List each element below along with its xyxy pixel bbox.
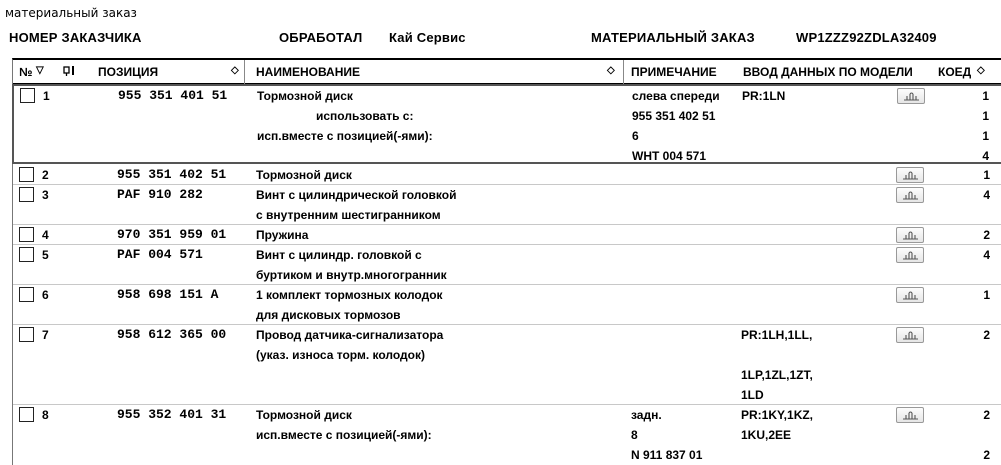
row-number: 5 — [42, 248, 49, 262]
col-header-model-input[interactable]: ВВОД ДАННЫХ ПО МОДЕЛИ — [743, 65, 913, 79]
model-input-button[interactable] — [896, 247, 924, 263]
col-divider[interactable] — [623, 60, 624, 84]
table-row[interactable] — [13, 225, 1001, 245]
part-name-cont: буртиком и внутр.многогранник — [256, 268, 447, 282]
window-titlebar — [0, 0, 1001, 26]
row-checkbox[interactable] — [19, 247, 34, 262]
hand-icon — [902, 410, 920, 421]
part-name: 1 комплект тормозных колодок — [256, 288, 443, 302]
row-checkbox[interactable] — [19, 327, 34, 342]
part-qty: 1 — [982, 89, 989, 103]
hand-icon — [902, 290, 920, 301]
model-data: PR:1LH,1LL, — [741, 328, 813, 342]
sub-note: 8 — [631, 428, 638, 442]
customer-number-label: НОМЕР ЗАКАЗЧИКА — [9, 30, 142, 45]
order-number-value: WP1ZZZ92ZDLA32409 — [796, 30, 937, 45]
part-qty: 4 — [983, 248, 990, 262]
part-note: задн. — [631, 408, 662, 422]
model-input-button[interactable] — [896, 167, 924, 183]
sub-label: исп.вместе с позицией(-ями): — [257, 129, 433, 143]
model-data-cont: 1KU,2EE — [741, 428, 792, 442]
row-checkbox[interactable] — [19, 167, 34, 182]
part-qty: 2 — [983, 328, 990, 342]
hand-icon — [902, 190, 920, 201]
sub-note: WHT 004 571 — [632, 149, 707, 163]
part-name: Тормозной диск — [256, 408, 352, 422]
sub-label: исп.вместе с позицией(-ями): — [256, 428, 432, 442]
model-input-button[interactable] — [896, 287, 924, 303]
part-qty: 1 — [983, 288, 990, 302]
row-number: 6 — [42, 288, 49, 302]
hand-icon — [902, 250, 920, 261]
sort-icon[interactable]: ◇ — [977, 65, 985, 76]
sub-qty: 1 — [982, 109, 989, 123]
processed-by-value: Кай Сервис — [389, 30, 466, 45]
part-name: Провод датчика-сигнализатора — [256, 328, 444, 342]
row-checkbox[interactable] — [19, 227, 34, 242]
col-header-position[interactable]: ПОЗИЦИЯ — [98, 65, 159, 79]
part-name: Пружина — [256, 228, 309, 242]
sort-icon[interactable]: ◇ — [607, 65, 615, 76]
sub-qty: 2 — [983, 448, 990, 462]
row-checkbox[interactable] — [19, 407, 34, 422]
part-name: Винт с цилиндр. головкой с — [256, 248, 422, 262]
part-position: 955 351 401 51 — [118, 88, 228, 103]
sub-note: N 911 837 01 — [631, 448, 703, 462]
table-header — [13, 60, 1001, 84]
part-position: 958 698 151 A — [117, 287, 219, 302]
part-name-cont: для дисковых тормозов — [256, 308, 401, 322]
part-position: 955 352 401 31 — [117, 407, 227, 422]
table-row[interactable] — [13, 245, 1001, 285]
table-row[interactable] — [13, 165, 1001, 185]
col-header-note[interactable]: ПРИМЕЧАНИЕ — [631, 65, 717, 79]
model-input-button[interactable] — [896, 407, 924, 423]
col-header-qty[interactable]: КОЕД — [938, 65, 972, 79]
pin-icon — [63, 65, 77, 77]
part-note: слева спереди — [632, 89, 720, 103]
table-row[interactable] — [12, 84, 1001, 164]
sub-note: 6 — [632, 129, 639, 143]
row-number: 2 — [42, 168, 49, 182]
row-number: 4 — [42, 228, 49, 242]
part-position: 955 351 402 51 — [117, 167, 227, 182]
sort-icon[interactable]: ◇ — [231, 65, 239, 76]
row-checkbox[interactable] — [20, 88, 35, 103]
row-number: 8 — [42, 408, 49, 422]
processed-label: ОБРАБОТАЛ — [279, 30, 363, 45]
table-row[interactable] — [13, 405, 1001, 465]
row-number: 3 — [42, 188, 49, 202]
order-label: МАТЕРИАЛЬНЫЙ ЗАКАЗ — [591, 30, 755, 45]
part-position: PAF 004 571 — [117, 247, 203, 262]
part-qty: 2 — [983, 408, 990, 422]
filter-icon[interactable]: ▽ — [36, 65, 44, 76]
table-row[interactable] — [13, 325, 1001, 405]
table-row[interactable] — [13, 285, 1001, 325]
parts-table — [12, 58, 1001, 465]
model-data: PR:1LN — [742, 89, 786, 103]
row-checkbox[interactable] — [19, 287, 34, 302]
part-position: 970 351 959 01 — [117, 227, 227, 242]
model-input-button[interactable] — [896, 327, 924, 343]
part-position: PAF 910 282 — [117, 187, 203, 202]
sub-label: использовать с: — [316, 109, 414, 123]
window-title: материальный заказ — [5, 6, 137, 20]
part-qty: 2 — [983, 228, 990, 242]
hand-icon — [902, 230, 920, 241]
part-name: Винт с цилиндрической головкой — [256, 188, 457, 202]
order-info-bar — [0, 26, 1001, 56]
part-name-cont: (указ. износа торм. колодок) — [256, 348, 425, 362]
hand-icon — [902, 330, 920, 341]
hand-icon — [903, 91, 921, 102]
part-name: Тормозной диск — [257, 89, 353, 103]
model-data-cont: 1LD — [741, 388, 764, 402]
row-number: 1 — [43, 89, 50, 103]
model-data: PR:1KY,1KZ, — [741, 408, 814, 422]
row-checkbox[interactable] — [19, 187, 34, 202]
part-qty: 1 — [983, 168, 990, 182]
part-qty: 4 — [983, 188, 990, 202]
part-name: Тормозной диск — [256, 168, 352, 182]
model-data-cont: 1LP,1ZL,1ZT, — [741, 368, 813, 382]
col-header-name[interactable]: НАИМЕНОВАНИЕ — [256, 65, 360, 79]
model-input-button[interactable] — [897, 88, 925, 104]
row-number: 7 — [42, 328, 49, 342]
col-divider[interactable] — [244, 60, 245, 84]
part-name-cont: с внутренним шестигранником — [256, 208, 441, 222]
model-input-button[interactable] — [896, 187, 924, 203]
sub-qty: 4 — [982, 149, 989, 163]
hand-icon — [902, 170, 920, 181]
table-row[interactable] — [13, 185, 1001, 225]
sub-qty: 1 — [982, 129, 989, 143]
col-header-flags[interactable] — [63, 65, 77, 80]
model-input-button[interactable] — [896, 227, 924, 243]
part-position: 958 612 365 00 — [117, 327, 227, 342]
col-header-no[interactable]: № — [19, 65, 33, 79]
sub-note: 955 351 402 51 — [632, 109, 716, 123]
